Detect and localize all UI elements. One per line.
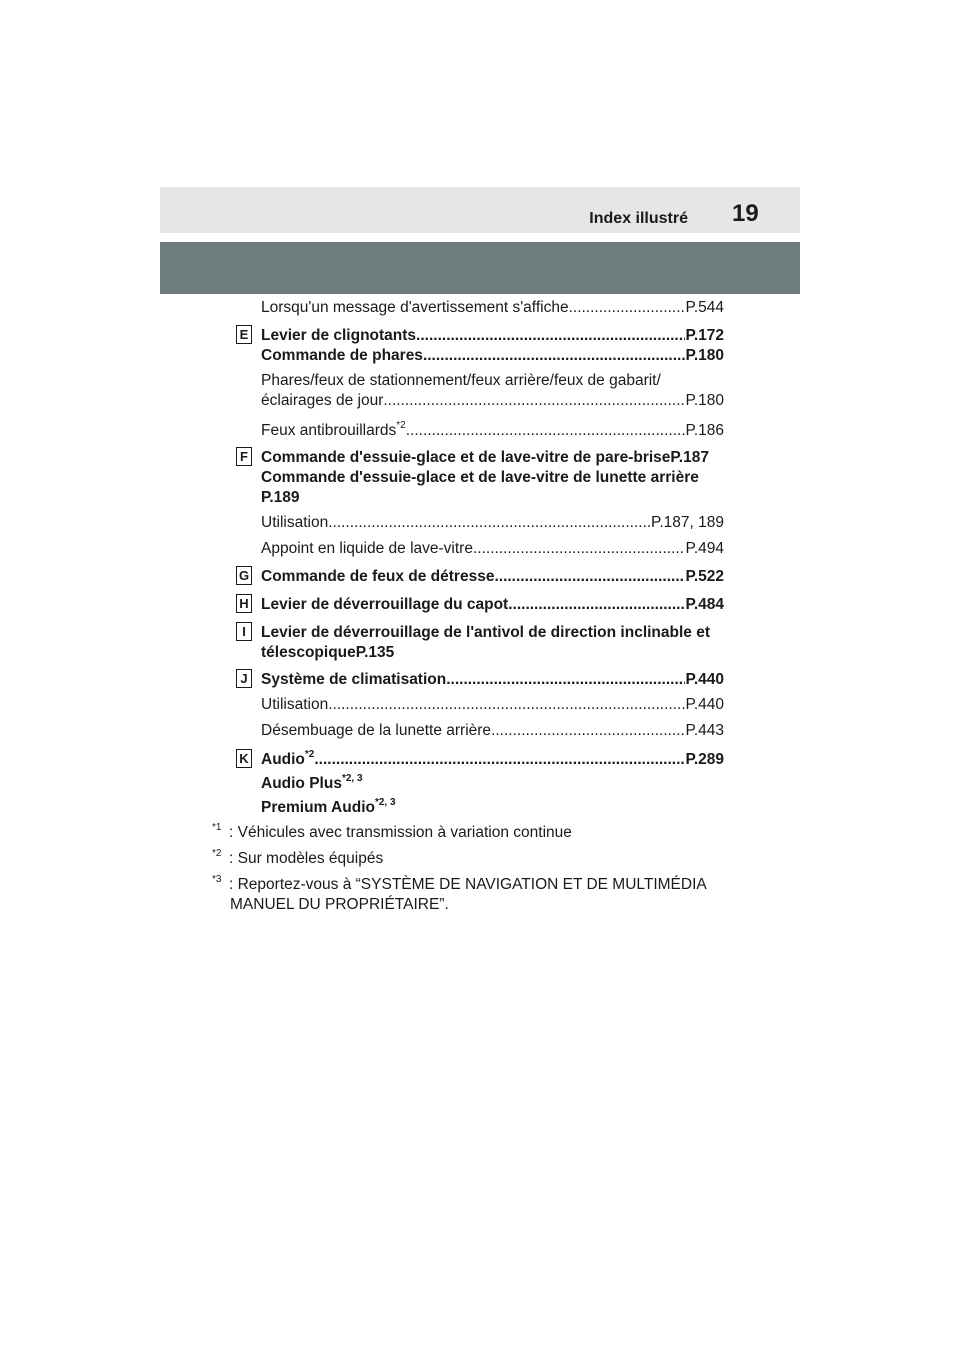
index-entry: P.189: [261, 489, 300, 506]
index-letter-box: J: [236, 669, 252, 688]
index-letter-box: E: [236, 325, 252, 344]
index-entry: Commande d'essuie-glace et de lave-vitre de lunette arrière: [261, 469, 699, 486]
index-entry: Commande de feux de détresse ..... P.522: [261, 567, 724, 587]
index-entry: éclairages de jour ..... P.180: [261, 391, 724, 411]
index-letter-box: K: [236, 749, 252, 768]
index-letter-box: G: [236, 566, 252, 585]
index-entry: Commande de phares ..... P.180: [261, 346, 724, 366]
index-entry: Premium Audio$^{*2, 3}$: [261, 797, 396, 816]
footnote: $^{*3}$ : Reportez-vous à “SYSTÈME DE NAVIGATION ET DE MULTIMÉDIA: [212, 874, 707, 893]
index-letter-box: H: [236, 594, 252, 613]
index-letter-box: I: [236, 622, 252, 641]
index-entry: Lorsqu'un message d'avertissement s'affiche ..... P.544: [261, 298, 724, 318]
footnote-continuation: MANUEL DU PROPRIÉTAIRE”.: [230, 896, 449, 913]
index-entry: Désembuage de la lunette arrière ..... P.443: [261, 721, 724, 741]
footnote: $^{*1}$ : Véhicules avec transmission à variation continue: [212, 822, 572, 841]
page-number: 19: [732, 200, 759, 227]
index-entry: Appoint en liquide de lave-vitre ..... P.494: [261, 539, 724, 559]
index-entry: Audio Plus$^{*2, 3}$: [261, 773, 363, 792]
index-entry: Utilisation ..... P.187, 189: [261, 513, 724, 533]
index-entry: Levier de déverrouillage de l'antivol de direction inclinable et: [261, 624, 711, 641]
index-entry: Utilisation ..... P.440: [261, 695, 724, 715]
index-letter-box: F: [236, 447, 252, 466]
footnote: $^{*2}$ : Sur modèles équipés: [212, 848, 384, 867]
index-entry: Commande d'essuie-glace et de lave-vitre de pare-briseP.187: [261, 449, 709, 466]
section-title: Index illustré: [589, 210, 688, 227]
index-entry: Feux antibrouillards$^{*2}$ ..... P.186: [261, 421, 724, 441]
index-entry: Levier de déverrouillage du capot ..... P.484: [261, 595, 724, 615]
index-entry: Levier de clignotants ..... P.172: [261, 326, 724, 346]
header-bar: [160, 187, 800, 233]
index-entry: Audio$^{*2}$ ..... P.289: [261, 750, 724, 770]
header-band: [160, 242, 800, 294]
index-entry: télescopiqueP.135: [261, 644, 395, 661]
index-entry: Système de climatisation ..... P.440: [261, 670, 724, 690]
index-entry: Phares/feux de stationnement/feux arrière/feux de gabarit/: [261, 372, 661, 389]
